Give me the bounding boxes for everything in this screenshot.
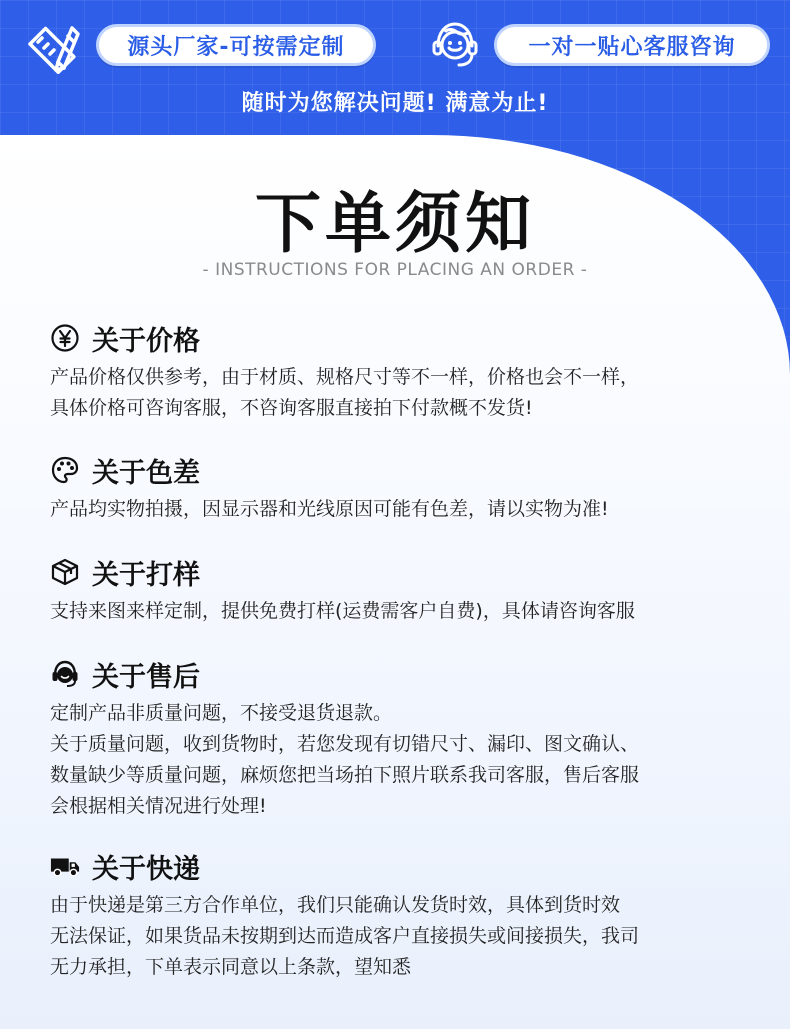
headset-icon: [50, 659, 80, 689]
section-title: 关于打样: [92, 559, 200, 591]
factory-custom-label: 源头厂家-可按需定制: [127, 34, 345, 60]
page-title: 下单须知: [255, 185, 535, 262]
page-subtitle: - INSTRUCTIONS FOR PLACING AN ORDER -: [202, 260, 588, 280]
section-text: 产品均实物拍摄，因显示器和光线原因可能有色差，请以实物为准!: [50, 498, 609, 520]
section-title: 关于售后: [92, 661, 200, 693]
palette-icon: [50, 455, 80, 485]
section-color: [50, 452, 750, 525]
section-title: 关于价格: [92, 325, 200, 357]
pencil-ruler-icon: [24, 14, 84, 74]
section-text: 数量缺少等质量问题，麻烦您把当场拍下照片联系我司客服，售后客服: [50, 764, 640, 786]
factory-custom-pill: [96, 24, 376, 66]
section-price: [50, 320, 750, 424]
truck-icon: [50, 851, 80, 881]
service-consult-pill: [494, 24, 770, 66]
section-shipping: [50, 848, 750, 983]
section-text: 具体价格可咨询客服，不咨询客服直接拍下付款概不发货!: [50, 397, 533, 419]
section-text: 关于质量问题，收到货物时，若您发现有切错尺寸、漏印、图文确认、: [50, 733, 640, 755]
section-title: 关于快递: [92, 853, 200, 885]
section-sample: [50, 554, 750, 627]
section-text: 会根据相关情况进行处理!: [50, 795, 267, 817]
section-text: 定制产品非质量问题，不接受退货退款。: [50, 702, 393, 724]
section-text: 无力承担，下单表示同意以上条款，望知悉: [50, 956, 412, 978]
section-title: 关于色差: [92, 457, 200, 489]
section-text: 支持来图来样定制，提供免费打样(运费需客户自费)，具体请咨询客服: [50, 600, 635, 622]
yen-icon: [50, 323, 80, 353]
section-text: 无法保证，如果货品未按期到达而造成客户直接损失或间接损失，我司: [50, 925, 640, 947]
service-consult-label: 一对一贴心客服咨询: [528, 34, 736, 60]
customer-service-icon: [428, 18, 482, 72]
section-text: 由于快递是第三方合作单位，我们只能确认发货时效，具体到货时效: [50, 894, 621, 916]
header-tagline: 随时为您解决问题! 满意为止!: [241, 91, 549, 116]
section-after-sales: [50, 656, 750, 822]
package-icon: [50, 557, 80, 587]
section-text: 产品价格仅供参考，由于材质、规格尺寸等不一样，价格也会不一样，: [50, 366, 640, 388]
